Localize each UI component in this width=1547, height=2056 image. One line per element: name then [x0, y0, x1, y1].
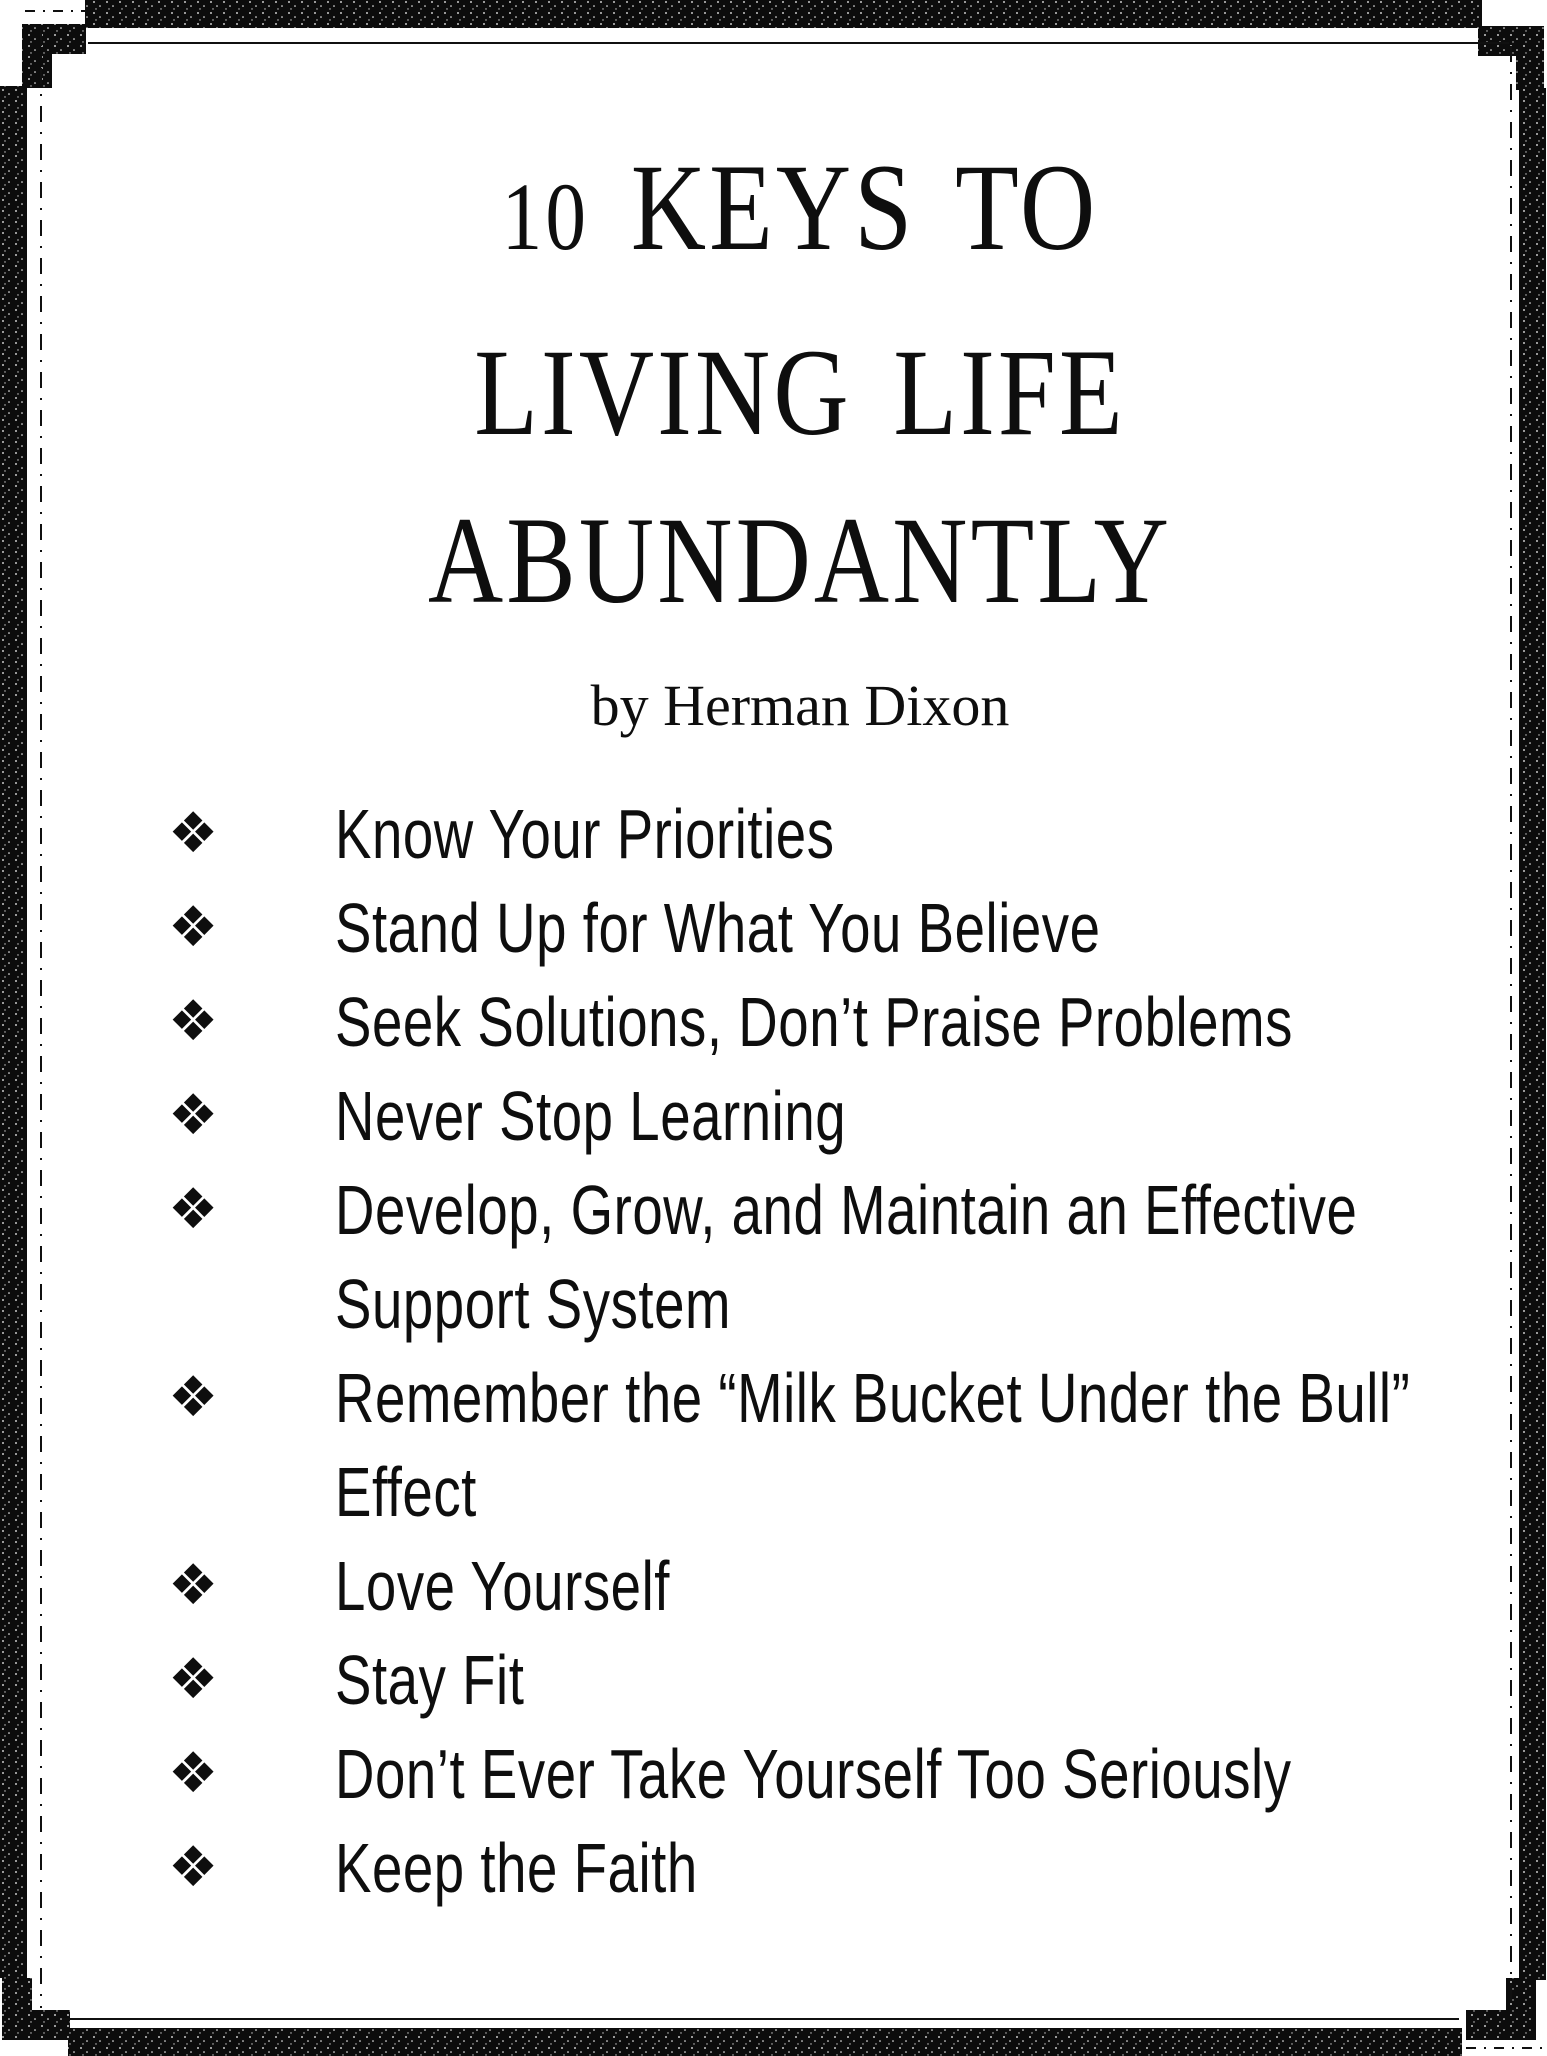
keys-list: [168, 787, 1547, 1915]
list-item: [168, 1351, 1547, 1539]
diamond-bullet-icon: ❖: [168, 1553, 219, 1618]
list-item-text: Stay Fit: [335, 1641, 525, 1719]
border-band-top: [85, 0, 1482, 28]
diamond-bullet-icon: ❖: [168, 801, 219, 866]
border-band-bottom: [68, 2028, 1462, 2056]
list-item: [168, 1539, 1547, 1633]
list-item: [168, 1821, 1547, 1915]
diamond-bullet-icon: ❖: [168, 1835, 219, 1900]
diamond-bullet-icon: ❖: [168, 895, 219, 960]
list-item-text: Don’t Ever Take Yourself Too Seriously: [335, 1735, 1292, 1813]
diamond-bullet-icon: ❖: [168, 1741, 219, 1806]
list-item-text: Keep the Faith: [335, 1829, 698, 1907]
diamond-bullet-icon: ❖: [168, 1083, 219, 1148]
page-title-line-3: ABUNDANTLY: [427, 492, 1173, 629]
list-item-text: Seek Solutions, Don’t Praise Problems: [335, 983, 1293, 1061]
list-item-text: Know Your Priorities: [335, 795, 835, 873]
list-item-text: Love Yourself: [335, 1547, 670, 1625]
page-title-line-1: [195, 134, 1405, 283]
list-item-text: Remember the “Milk Bucket Under the Bull” Effect: [335, 1359, 1411, 1531]
diamond-bullet-icon: ❖: [168, 989, 219, 1054]
list-item: [168, 787, 1547, 881]
border-corner-top-left: [22, 24, 86, 88]
list-item-text: Stand Up for What You Believe: [335, 889, 1101, 967]
list-item: [168, 975, 1547, 1069]
border-band-left: [0, 86, 27, 1978]
byline: by Herman Dixon: [590, 673, 1010, 738]
list-item: [168, 1069, 1547, 1163]
border-corner-bottom-right: [1466, 1978, 1536, 2040]
list-item-text: Develop, Grow, and Maintain an Effective Support System: [335, 1171, 1358, 1343]
title-line-1-text: KEYS TO: [589, 139, 1099, 276]
list-item: [168, 1163, 1547, 1351]
diamond-bullet-icon: ❖: [168, 1647, 219, 1712]
diamond-bullet-icon: ❖: [168, 1177, 219, 1242]
diamond-bullet-icon: ❖: [168, 1365, 219, 1430]
page-title-line-2: LIVING LIFE: [474, 324, 1126, 461]
list-item: [168, 1633, 1547, 1727]
title-number: 10: [501, 163, 590, 270]
list-item-text: Never Stop Learning: [335, 1077, 847, 1155]
list-item: [168, 1727, 1547, 1821]
border-corner-bottom-left: [2, 1978, 70, 2040]
list-item: [168, 881, 1547, 975]
